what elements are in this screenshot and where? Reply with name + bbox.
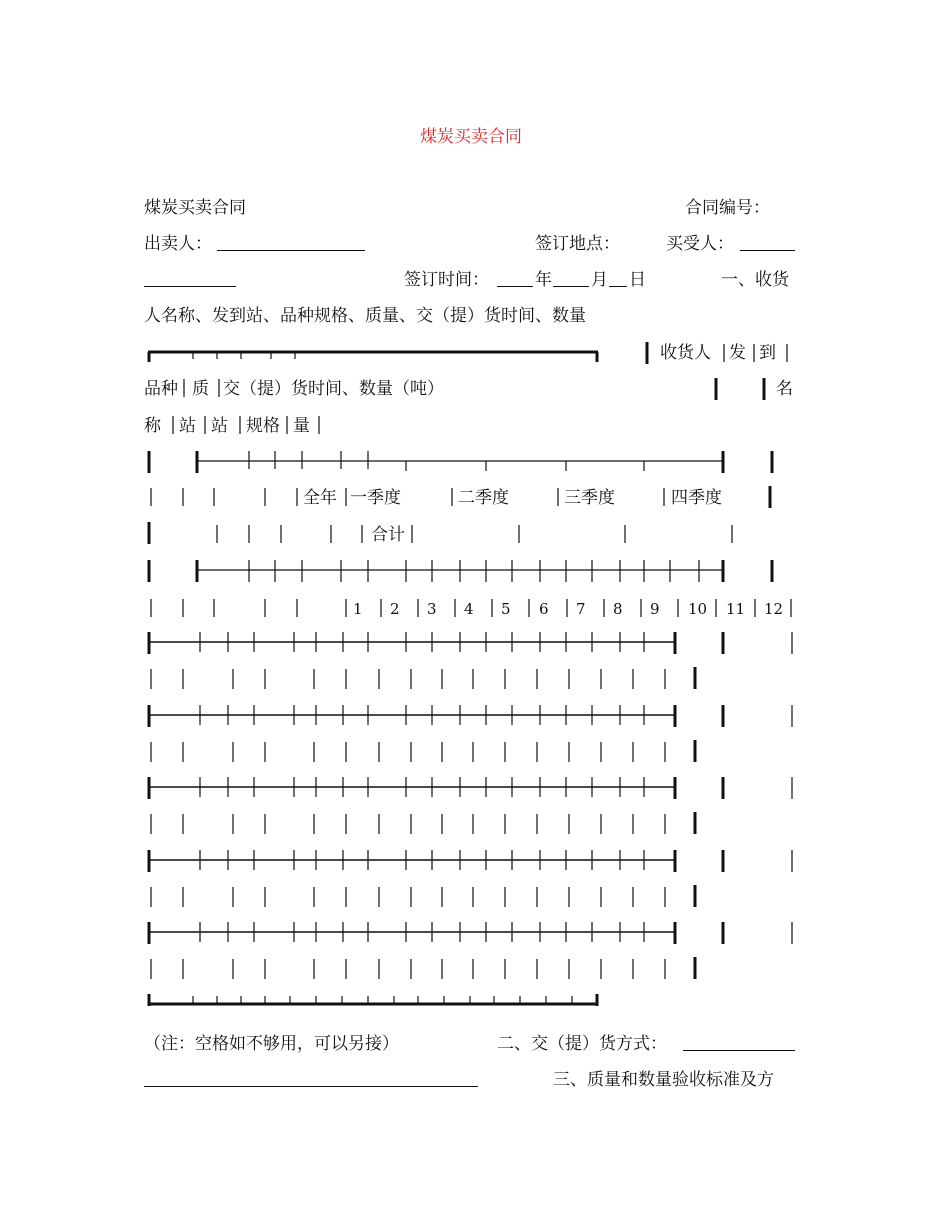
- section3-heading: 三、质量和数量验收标准及方: [553, 1070, 774, 1090]
- month-5: 5: [501, 600, 511, 618]
- col-dispatch: 发: [729, 343, 746, 363]
- month-7: 7: [576, 600, 586, 618]
- col-q3: 三季度: [564, 488, 615, 508]
- col-station-2: 站: [211, 416, 228, 436]
- col-quantity: 量: [293, 416, 310, 436]
- month-10: 10: [688, 600, 708, 618]
- col-full-year: 全年: [303, 488, 337, 508]
- month-6: 6: [539, 600, 549, 618]
- seller-label: 出卖人：: [144, 234, 212, 254]
- sign-place-label: 签订地点：: [535, 234, 620, 254]
- document-title: 煤炭买卖合同: [420, 127, 522, 147]
- col-name-cont: 称: [144, 416, 161, 436]
- contract-number-label: 合同编号：: [685, 198, 770, 218]
- col-receiver: 收货人: [660, 343, 711, 363]
- col-spec: 规格: [246, 416, 280, 436]
- section1-text: 人名称、发到站、品种规格、质量、交（提）货时间、数量: [144, 306, 586, 326]
- month-label: 月: [591, 270, 608, 290]
- buyer-label: 买受人：: [666, 234, 734, 254]
- col-q1: 一季度: [350, 488, 401, 508]
- day-label: 日: [629, 270, 646, 290]
- col-arrival: 到: [759, 343, 776, 363]
- month-4: 4: [464, 600, 474, 618]
- col-total: 合计: [371, 525, 405, 545]
- note-text: （注：空格如不够用，可以另接）: [144, 1034, 399, 1054]
- col-station-1: 站: [179, 416, 196, 436]
- section2-label: 二、交（提）货方式：: [497, 1034, 667, 1054]
- month-3: 3: [427, 600, 437, 618]
- month-11: 11: [726, 600, 746, 618]
- month-1: 1: [353, 600, 363, 618]
- contract-heading: 煤炭买卖合同: [144, 198, 246, 218]
- month-9: 9: [650, 600, 660, 618]
- col-delivery-time-qty: 交（提）货时间、数量（吨）: [223, 379, 444, 399]
- col-variety: 品种: [144, 379, 178, 399]
- col-q2: 二季度: [458, 488, 509, 508]
- month-12: 12: [764, 600, 784, 618]
- year-label: 年: [535, 270, 552, 290]
- section1-heading: 一、收货: [721, 270, 789, 290]
- month-2: 2: [390, 600, 400, 618]
- sign-time-label: 签订时间：: [404, 270, 489, 290]
- col-name: 名: [776, 379, 793, 399]
- col-q4: 四季度: [671, 488, 722, 508]
- month-8: 8: [613, 600, 623, 618]
- col-quality: 质: [192, 379, 209, 399]
